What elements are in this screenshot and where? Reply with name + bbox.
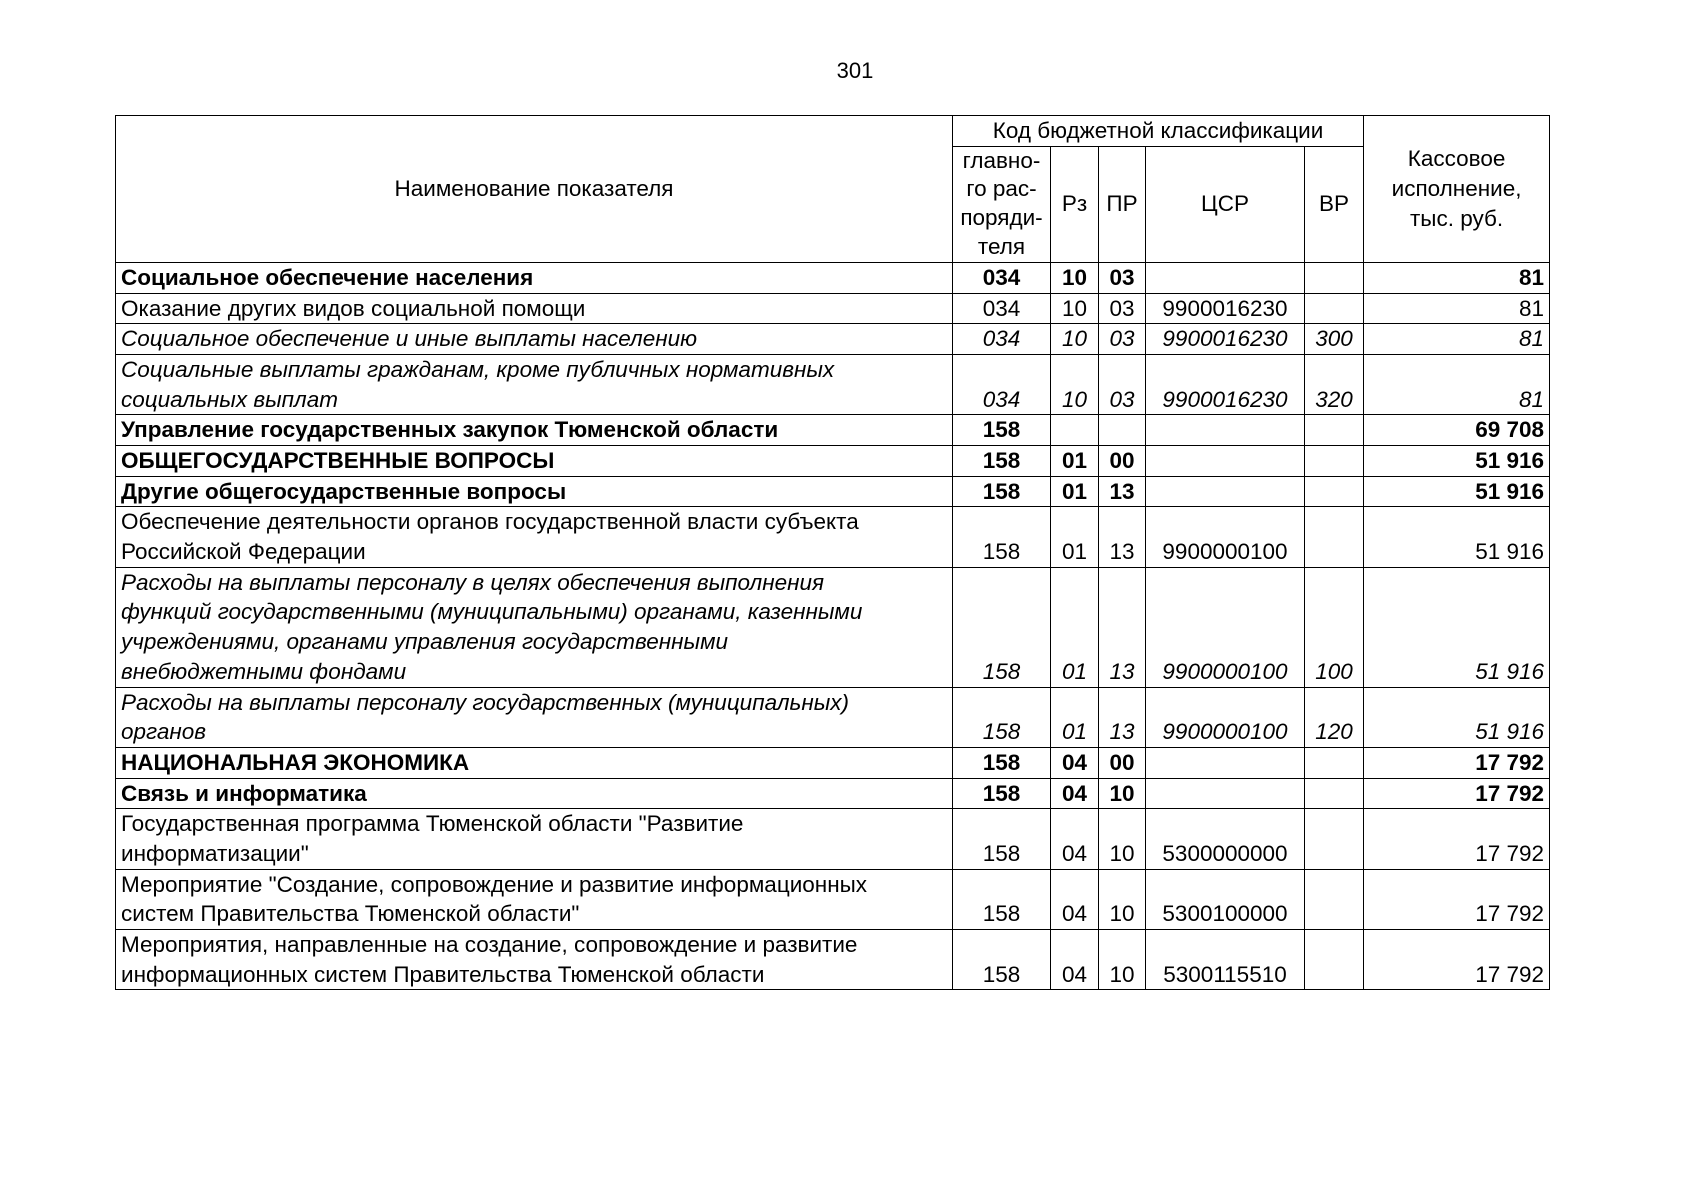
row-name-line: Оказание других видов социальной помощи [121, 295, 586, 321]
row-name [116, 930, 953, 990]
row-sum: 81 [1364, 354, 1550, 414]
row-csr [1146, 476, 1305, 507]
row-sum: 81 [1364, 262, 1550, 293]
header-vr: ВР [1305, 146, 1364, 262]
row-rz: 01 [1051, 507, 1099, 567]
row-rz: 04 [1051, 778, 1099, 809]
row-sum: 51 916 [1364, 507, 1550, 567]
row-rz: 04 [1051, 869, 1099, 929]
header-glav-line: теля [977, 234, 1026, 260]
header-rz: Рз [1051, 146, 1099, 262]
row-glav: 158 [953, 809, 1051, 869]
row-sum: 17 792 [1364, 930, 1550, 990]
row-name-line: Государственная программа Тюменской области "Развитие [121, 811, 744, 837]
header-name: Наименование показателя [116, 116, 953, 263]
table-row [116, 869, 1550, 929]
row-pr: 00 [1099, 747, 1146, 778]
row-glav: 034 [953, 324, 1051, 355]
row-vr [1305, 930, 1364, 990]
row-name-line: Мероприятия, направленные на создание, сопровождение и развитие [121, 932, 858, 957]
row-csr [1146, 446, 1305, 477]
table-row [116, 446, 1550, 477]
row-name-line: Другие общегосударственные вопросы [121, 478, 567, 504]
header-sum-line: тыс. руб. [1409, 205, 1504, 231]
row-name-line: ОБЩЕГОСУДАРСТВЕННЫЕ ВОПРОСЫ [121, 448, 555, 473]
row-name-line: внебюджетными фондами [121, 658, 407, 684]
row-vr: 120 [1305, 687, 1364, 747]
row-vr [1305, 415, 1364, 446]
row-name-line: социальных выплат [121, 386, 338, 412]
row-sum: 51 916 [1364, 476, 1550, 507]
row-name-line: Социальные выплаты гражданам, кроме публичных нормативных [121, 356, 835, 382]
row-sum: 51 916 [1364, 446, 1550, 477]
row-sum: 81 [1364, 324, 1550, 355]
row-name [116, 354, 953, 414]
row-name-line: Социальное обеспечение и иные выплаты населению [121, 326, 698, 352]
table-row [116, 567, 1550, 687]
row-csr: 9900000100 [1146, 687, 1305, 747]
page-number: 301 [836, 58, 874, 83]
row-name [116, 293, 953, 324]
header-glav-line: главно- [962, 147, 1041, 173]
row-name-line: систем Правительства Тюменской области" [121, 901, 580, 927]
row-glav: 158 [953, 567, 1051, 687]
row-sum: 17 792 [1364, 778, 1550, 809]
row-pr: 03 [1099, 324, 1146, 355]
budget-table [115, 115, 1550, 990]
row-name [116, 324, 953, 355]
row-sum: 17 792 [1364, 869, 1550, 929]
row-vr [1305, 869, 1364, 929]
row-csr [1146, 262, 1305, 293]
table-row [116, 930, 1550, 990]
table-row [116, 687, 1550, 747]
row-glav: 158 [953, 930, 1051, 990]
row-pr: 13 [1099, 567, 1146, 687]
row-csr: 9900000100 [1146, 507, 1305, 567]
row-glav: 034 [953, 262, 1051, 293]
row-csr: 5300100000 [1146, 869, 1305, 929]
row-rz [1051, 415, 1099, 446]
table-row [116, 507, 1550, 567]
row-rz: 04 [1051, 930, 1099, 990]
row-name [116, 567, 953, 687]
row-name [116, 415, 953, 446]
row-sum: 69 708 [1364, 415, 1550, 446]
row-rz: 01 [1051, 567, 1099, 687]
row-sum: 17 792 [1364, 747, 1550, 778]
row-csr [1146, 415, 1305, 446]
row-csr [1146, 747, 1305, 778]
row-name-line: Расходы на выплаты персоналу государственных (муниципальных) [121, 689, 850, 715]
row-pr: 03 [1099, 293, 1146, 324]
row-rz: 10 [1051, 293, 1099, 324]
row-name-line: Российской Федерации [121, 539, 366, 565]
table-row [116, 476, 1550, 507]
row-csr: 5300000000 [1146, 809, 1305, 869]
row-csr: 9900016230 [1146, 293, 1305, 324]
row-name [116, 687, 953, 747]
row-glav: 158 [953, 415, 1051, 446]
row-csr: 9900016230 [1146, 324, 1305, 355]
row-vr [1305, 293, 1364, 324]
row-pr [1099, 415, 1146, 446]
table-row [116, 354, 1550, 414]
header-glav-line: поряди- [960, 205, 1043, 231]
row-rz: 10 [1051, 324, 1099, 355]
row-vr: 320 [1305, 354, 1364, 414]
row-rz: 10 [1051, 262, 1099, 293]
row-glav: 034 [953, 293, 1051, 324]
row-vr [1305, 476, 1364, 507]
row-name-line: учреждениями, органами управления государственными [121, 629, 729, 655]
row-rz: 10 [1051, 354, 1099, 414]
table-row [116, 293, 1550, 324]
table-row [116, 747, 1550, 778]
row-pr: 13 [1099, 687, 1146, 747]
header-sum-line: исполнение, [1391, 176, 1522, 202]
row-glav: 158 [953, 869, 1051, 929]
table-header [116, 116, 1550, 263]
row-rz: 04 [1051, 747, 1099, 778]
table-row [116, 324, 1550, 355]
row-name-line: Социальное обеспечение населения [121, 264, 534, 290]
row-csr: 9900016230 [1146, 354, 1305, 414]
row-sum: 51 916 [1364, 567, 1550, 687]
row-name [116, 476, 953, 507]
row-name [116, 869, 953, 929]
row-glav: 034 [953, 354, 1051, 414]
header-sum [1364, 116, 1550, 263]
row-name-line: Связь и информатика [121, 780, 367, 806]
row-vr [1305, 446, 1364, 477]
row-glav: 158 [953, 507, 1051, 567]
row-vr: 300 [1305, 324, 1364, 355]
row-name-line: органов [121, 719, 207, 745]
row-name-line: Управление государственных закупок Тюменской области [121, 417, 779, 443]
row-pr: 00 [1099, 446, 1146, 477]
row-csr: 5300115510 [1146, 930, 1305, 990]
row-name [116, 446, 953, 477]
row-vr [1305, 778, 1364, 809]
row-name-line: Обеспечение деятельности органов государственной власти субъекта [121, 509, 859, 535]
table-row [116, 778, 1550, 809]
row-name-line: информатизации" [121, 840, 309, 866]
row-vr [1305, 507, 1364, 567]
row-vr [1305, 747, 1364, 778]
row-pr: 10 [1099, 809, 1146, 869]
row-rz: 04 [1051, 809, 1099, 869]
row-pr: 13 [1099, 476, 1146, 507]
row-glav: 158 [953, 687, 1051, 747]
row-name-line: функций государственными (муниципальными) органами, казенными [121, 599, 863, 625]
row-csr: 9900000100 [1146, 567, 1305, 687]
header-glav-line: го рас- [966, 176, 1037, 202]
row-glav: 158 [953, 747, 1051, 778]
row-name-line: информационных систем Правительства Тюменской области [121, 961, 765, 987]
table-body [116, 262, 1550, 990]
row-name [116, 778, 953, 809]
row-name [116, 809, 953, 869]
row-rz: 01 [1051, 687, 1099, 747]
row-pr: 03 [1099, 354, 1146, 414]
row-pr: 03 [1099, 262, 1146, 293]
table-row [116, 262, 1550, 293]
row-pr: 10 [1099, 869, 1146, 929]
row-name [116, 262, 953, 293]
row-pr: 10 [1099, 930, 1146, 990]
header-sum-line: Кассовое [1407, 146, 1506, 172]
row-vr [1305, 809, 1364, 869]
row-sum: 81 [1364, 293, 1550, 324]
row-sum: 17 792 [1364, 809, 1550, 869]
row-glav: 158 [953, 476, 1051, 507]
row-name [116, 507, 953, 567]
row-rz: 01 [1051, 446, 1099, 477]
row-name-line: НАЦИОНАЛЬНАЯ ЭКОНОМИКА [121, 749, 470, 775]
row-rz: 01 [1051, 476, 1099, 507]
header-glav [953, 146, 1051, 262]
header-code-group: Код бюджетной классификации [953, 116, 1364, 147]
row-vr [1305, 262, 1364, 293]
row-name-line: Расходы на выплаты персоналу в целях обеспечения выполнения [121, 569, 825, 595]
table-row [116, 415, 1550, 446]
row-name-line: Мероприятие "Создание, сопровождение и развитие информационных [121, 871, 868, 897]
row-vr: 100 [1305, 567, 1364, 687]
row-pr: 10 [1099, 778, 1146, 809]
header-pr: ПР [1099, 146, 1146, 262]
table-row [116, 809, 1550, 869]
header-csr: ЦСР [1146, 146, 1305, 262]
row-glav: 158 [953, 446, 1051, 477]
row-name [116, 747, 953, 778]
row-csr [1146, 778, 1305, 809]
row-pr: 13 [1099, 507, 1146, 567]
row-glav: 158 [953, 778, 1051, 809]
row-sum: 51 916 [1364, 687, 1550, 747]
